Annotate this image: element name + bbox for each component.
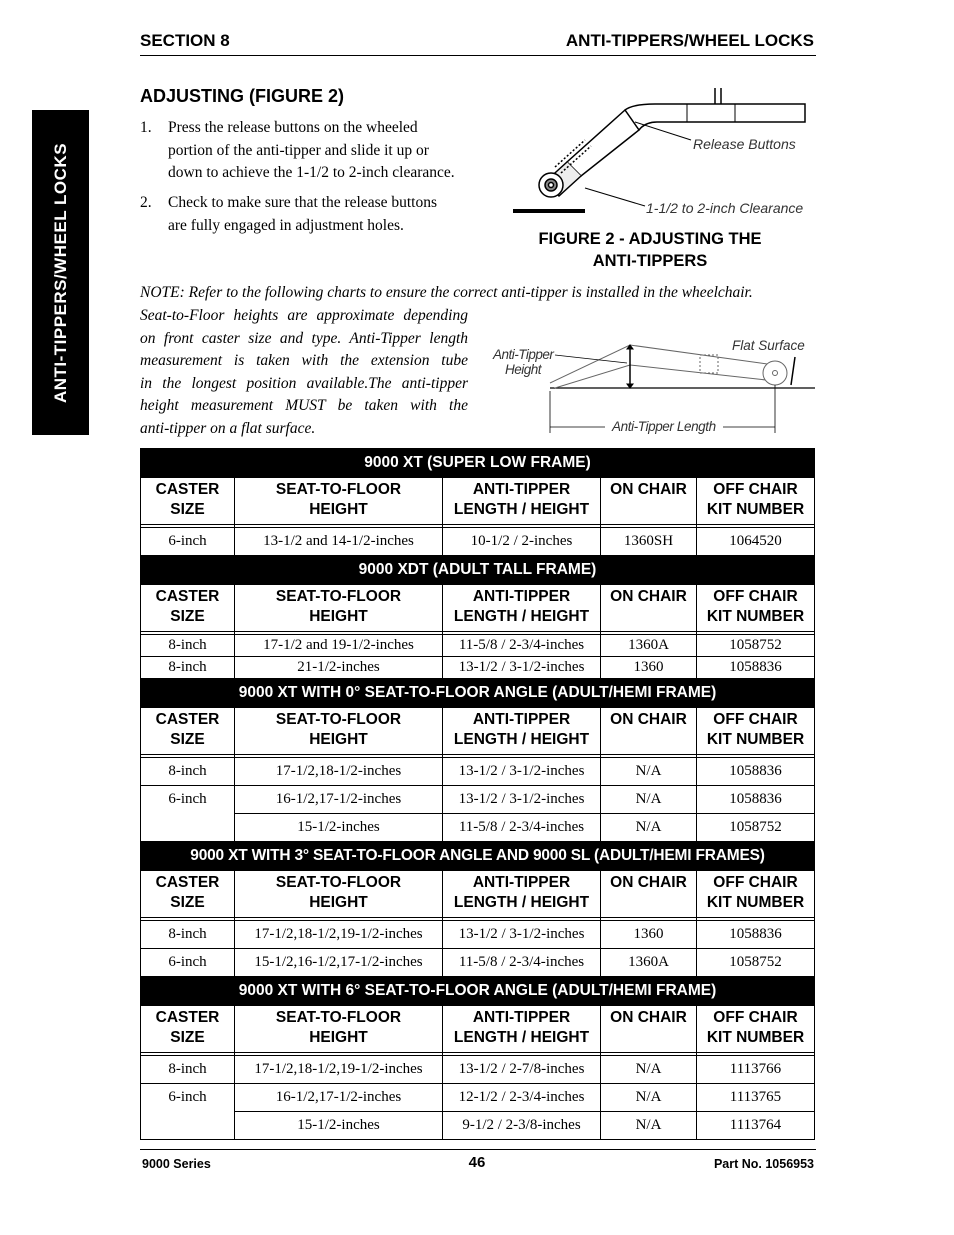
table-row [141, 657, 815, 679]
table-title: 9000 XT WITH 3° SEAT-TO-FLOOR ANGLE AND 9000 SL (ADULT/HEMI FRAMES) [141, 842, 815, 871]
table-row [141, 814, 815, 842]
table-row [141, 949, 815, 977]
cell: N/A [601, 1112, 697, 1140]
col-off-chair: OFF CHAIR KIT NUMBER [697, 871, 815, 918]
footer-series: 9000 Series [142, 1157, 211, 1171]
note-line: on front caster size and type. Anti-Tipper length [140, 329, 468, 347]
cell: 1058752 [697, 949, 815, 977]
table-row [141, 786, 815, 814]
cell: 15-1/2-inches [235, 1112, 443, 1140]
cell: 17-1/2,18-1/2-inches [235, 758, 443, 786]
cell: N/A [601, 758, 697, 786]
table-title-row [141, 842, 815, 871]
anti-tipper-length-label: Anti-Tipper Length [612, 419, 716, 434]
step-1 [140, 117, 490, 187]
table-title-row [141, 556, 815, 585]
cell: 15-1/2,16-1/2,17-1/2-inches [235, 949, 443, 977]
note-line: measurement is taken with the extension tube [140, 352, 468, 369]
note-body [140, 305, 468, 440]
note-line: in the longest position available.The anti-tipper [140, 374, 468, 392]
cell: 10-1/2 / 2-inches [443, 528, 601, 556]
table-row [141, 1084, 815, 1112]
step-line: are fully engaged in adjustment holes. [168, 216, 404, 234]
column-header-row [141, 1006, 815, 1053]
col-off-chair: OFF CHAIR KIT NUMBER [697, 585, 815, 632]
column-header-row [141, 478, 815, 525]
col-seat-to-floor: SEAT-TO-FLOOR HEIGHT [235, 585, 443, 632]
cell: 8-inch [141, 657, 235, 679]
cell: 8-inch [141, 758, 235, 786]
table-row [141, 1112, 815, 1140]
cell: 11-5/8 / 2-3/4-inches [443, 814, 601, 842]
col-caster-size: CASTER SIZE [141, 478, 235, 525]
note-intro: NOTE: Refer to the following charts to ensure the correct anti-tipper is installed in the wheelchair. [140, 284, 753, 301]
step-line: down to achieve the 1-1/2 to 2-inch clearance. [168, 164, 455, 181]
cell: N/A [601, 786, 697, 814]
col-on-chair: ON CHAIR [601, 871, 697, 918]
cell: 1058836 [697, 921, 815, 949]
page-number: 46 [468, 1154, 486, 1171]
cell: N/A [601, 1084, 697, 1112]
cell: 13-1/2 / 3-1/2-inches [443, 657, 601, 679]
note-line: height measurement MUST be taken with the [140, 397, 468, 414]
table-title: 9000 XT WITH 0° SEAT-TO-FLOOR ANGLE (ADULT/HEMI FRAME) [141, 679, 815, 708]
cell: 6-inch [141, 1084, 235, 1140]
diagram-label-line: Height [505, 362, 542, 377]
col-caster-size: CASTER SIZE [141, 708, 235, 755]
cell: 8-inch [141, 921, 235, 949]
flat-surface-label: Flat Surface [732, 338, 805, 353]
cell: 1360A [601, 635, 697, 657]
footer-rule [140, 1149, 816, 1150]
step-line: Check to make sure that the release buttons [168, 194, 438, 211]
col-caster-size: CASTER SIZE [141, 1006, 235, 1053]
col-on-chair: ON CHAIR [601, 1006, 697, 1053]
table-row [141, 758, 815, 786]
cell: 8-inch [141, 635, 235, 657]
cell: 6-inch [141, 786, 235, 842]
cell: N/A [601, 1056, 697, 1084]
col-seat-to-floor: SEAT-TO-FLOOR HEIGHT [235, 871, 443, 918]
caption-line: FIGURE 2 - ADJUSTING THE [538, 230, 762, 248]
col-off-chair: OFF CHAIR KIT NUMBER [697, 1006, 815, 1053]
anti-tipper-spec-table [140, 448, 815, 1140]
cell: 1360A [601, 949, 697, 977]
col-seat-to-floor: SEAT-TO-FLOOR HEIGHT [235, 1006, 443, 1053]
anti-tipper-height-label [493, 347, 553, 377]
step-number: 1. [140, 119, 152, 136]
col-on-chair: ON CHAIR [601, 478, 697, 525]
col-anti-tipper: ANTI-TIPPER LENGTH / HEIGHT [443, 871, 601, 918]
cell: 13-1/2 / 2-7/8-inches [443, 1056, 601, 1084]
table-row [141, 635, 815, 657]
clearance-label: 1-1/2 to 2-inch Clearance [646, 200, 804, 216]
diagram-label-line: Anti-Tipper [493, 347, 554, 362]
cell: 1113764 [697, 1112, 815, 1140]
cell: 1113765 [697, 1084, 815, 1112]
cell: 16-1/2,17-1/2-inches [235, 1084, 443, 1112]
footer-part-number: Part No. 1056953 [713, 1157, 814, 1171]
cell: 21-1/2-inches [235, 657, 443, 679]
col-anti-tipper: ANTI-TIPPER LENGTH / HEIGHT [443, 1006, 601, 1053]
cell: 11-5/8 / 2-3/4-inches [443, 949, 601, 977]
cell: 11-5/8 / 2-3/4-inches [443, 635, 601, 657]
cell: 1360 [601, 921, 697, 949]
table-title-row [141, 449, 815, 478]
table-row [141, 921, 815, 949]
cell: 13-1/2 and 14-1/2-inches [235, 528, 443, 556]
table-title-row [141, 977, 815, 1006]
cell: 1058752 [697, 814, 815, 842]
column-header-row [141, 871, 815, 918]
step-number: 2. [140, 194, 152, 211]
cell: N/A [601, 814, 697, 842]
cell: 15-1/2-inches [235, 814, 443, 842]
cell: 1064520 [697, 528, 815, 556]
col-anti-tipper: ANTI-TIPPER LENGTH / HEIGHT [443, 708, 601, 755]
page-header-title: ANTI-TIPPERS/WHEEL LOCKS [565, 31, 814, 50]
cell: 1113766 [697, 1056, 815, 1084]
col-seat-to-floor: SEAT-TO-FLOOR HEIGHT [235, 478, 443, 525]
adjusting-heading: ADJUSTING (FIGURE 2) [140, 86, 345, 106]
table-row [141, 1056, 815, 1084]
cell: 13-1/2 / 3-1/2-inches [443, 921, 601, 949]
release-buttons-label: Release Buttons [693, 136, 796, 152]
table-title: 9000 XT WITH 6° SEAT-TO-FLOOR ANGLE (ADULT/HEMI FRAME) [141, 977, 815, 1006]
side-tab-label: ANTI-TIPPERS/WHEEL LOCKS [50, 142, 70, 403]
caption-line: ANTI-TIPPERS [592, 252, 708, 270]
cell: 17-1/2 and 19-1/2-inches [235, 635, 443, 657]
col-on-chair: ON CHAIR [601, 585, 697, 632]
column-header-row [141, 585, 815, 632]
cell: 1360 [601, 657, 697, 679]
col-anti-tipper: ANTI-TIPPER LENGTH / HEIGHT [443, 478, 601, 525]
step-2 [140, 192, 490, 240]
table-title-row [141, 679, 815, 708]
step-line: portion of the anti-tipper and slide it up or [168, 141, 429, 159]
table-title: 9000 XT (SUPER LOW FRAME) [141, 449, 815, 478]
cell: 1058836 [697, 786, 815, 814]
cell: 12-1/2 / 2-3/4-inches [443, 1084, 601, 1112]
cell: 6-inch [141, 949, 235, 977]
cell: 9-1/2 / 2-3/8-inches [443, 1112, 601, 1140]
col-anti-tipper: ANTI-TIPPER LENGTH / HEIGHT [443, 585, 601, 632]
col-caster-size: CASTER SIZE [141, 585, 235, 632]
column-header-row [141, 708, 815, 755]
header-rule [140, 55, 816, 56]
cell: 13-1/2 / 3-1/2-inches [443, 786, 601, 814]
floor-line [513, 209, 585, 213]
cell: 6-inch [141, 528, 235, 556]
col-on-chair: ON CHAIR [601, 708, 697, 755]
section-label: SECTION 8 [140, 31, 230, 50]
table-row [141, 528, 815, 556]
col-caster-size: CASTER SIZE [141, 871, 235, 918]
cell: 13-1/2 / 3-1/2-inches [443, 758, 601, 786]
cell: 16-1/2,17-1/2-inches [235, 786, 443, 814]
step-line: Press the release buttons on the wheeled [168, 119, 418, 136]
cell: 8-inch [141, 1056, 235, 1084]
note-line: anti-tipper on a flat surface. [140, 419, 316, 437]
note-line: Seat-to-Floor heights are approximate depending [140, 307, 468, 324]
cell: 17-1/2,18-1/2,19-1/2-inches [235, 921, 443, 949]
col-seat-to-floor: SEAT-TO-FLOOR HEIGHT [235, 708, 443, 755]
table-title: 9000 XDT (ADULT TALL FRAME) [141, 556, 815, 585]
cell: 17-1/2,18-1/2,19-1/2-inches [235, 1056, 443, 1084]
cell: 1058752 [697, 635, 815, 657]
figure-2-caption [505, 228, 795, 272]
side-tab [32, 110, 89, 435]
cell: 1360SH [601, 528, 697, 556]
cell: 1058836 [697, 657, 815, 679]
col-off-chair: OFF CHAIR KIT NUMBER [697, 478, 815, 525]
cell: 1058836 [697, 758, 815, 786]
col-off-chair: OFF CHAIR KIT NUMBER [697, 708, 815, 755]
